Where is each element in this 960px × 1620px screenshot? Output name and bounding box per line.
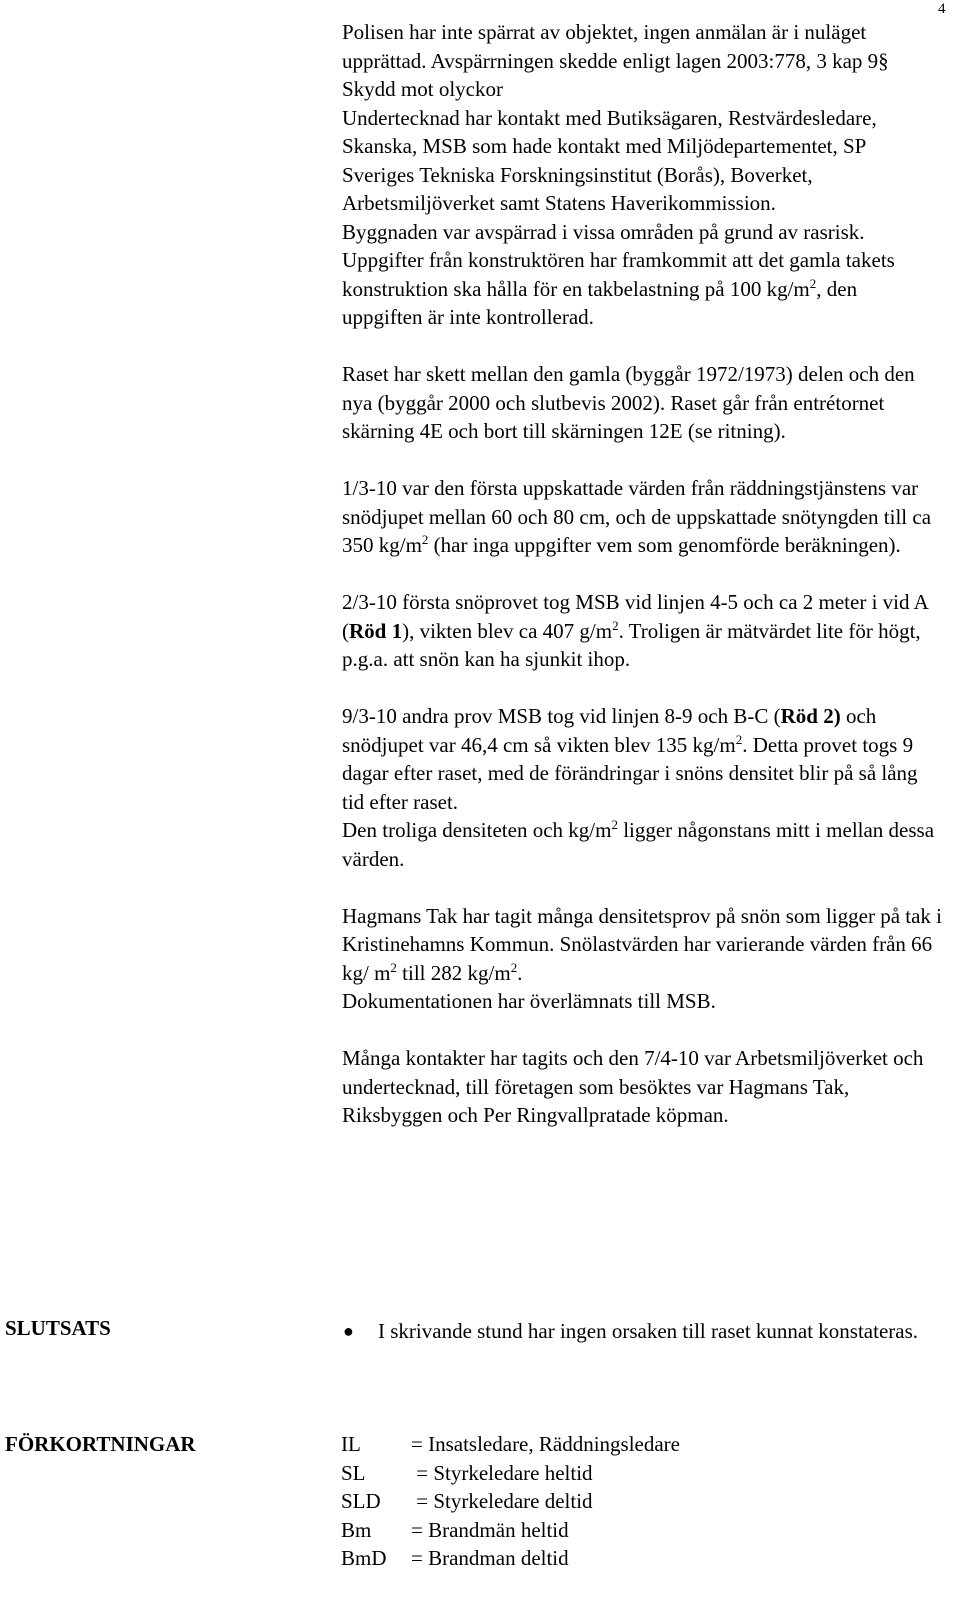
text-run: Hagmans Tak har tagit många densitetsprov på snön som ligger på tak i Kristinehamns Kommun. Snölastvärden har varierande värden från 66 kg/ m (342, 903, 943, 985)
paragraph-first-sample (342, 588, 942, 674)
superscript: 2 (390, 959, 397, 975)
text-run: ligger någonstans mitt i mellan dessa värden. (342, 818, 935, 871)
table-row (341, 1544, 680, 1573)
table-row (341, 1459, 680, 1488)
paragraph-hagmans (342, 902, 942, 988)
table-row (341, 1487, 680, 1516)
text-run: , den uppgiften är inte kontrollerad. (342, 276, 858, 329)
text-run: 1/3-10 var den första uppskattade värden från räddningstjänstens var snödjupet mellan 60 och 80 cm, och de uppskattade snötyngden till ca 350 kg/m (342, 476, 932, 557)
abbrev-code: SL (341, 1460, 366, 1485)
text-run: 9/3-10 andra prov MSB tog vid linjen 8-9 och B-C ( (342, 704, 781, 728)
abbrev-meaning: = Styrkeledare heltid (411, 1460, 593, 1485)
abbreviations-heading: FÖRKORTNINGAR (5, 1432, 196, 1456)
list-item (343, 1317, 933, 1346)
text-run: ), vikten blev ca 407 g/m (402, 618, 613, 643)
conclusion-text: I skrivande stund har ingen orsaken till raset kunnat konstateras. (378, 1319, 919, 1343)
paragraph-second-sample (342, 702, 942, 816)
abbrev-code: Bm (341, 1517, 372, 1542)
bold-marker: Röd 2) (780, 704, 841, 728)
paragraph-visits: Många kontakter har tagits och den 7/4-10 var Arbetsmiljöverket och undertecknad, till företagen som besöktes var Hagmans Tak, Riksbyggen och Per Ringvallpratade köpman. (342, 1046, 924, 1127)
text-run: 2/3-10 första snöprovet tog MSB vid linjen 4-5 och ca 2 meter i vid A ( (342, 590, 928, 643)
text-run: till 282 kg/m (396, 960, 511, 985)
paragraph-contacts: Undertecknad har kontakt med Butiksägaren, Restvärdesledare, Skanska, MSB som hade kontakt med Miljödepartementet, SP Sveriges Tekniska Forskningsinstitut (Borås), Boverket, Arbetsmiljöverket samt Statens Haverikommission. (342, 105, 877, 215)
paragraph-documentation: Dokumentationen har överlämnats till MSB. (342, 989, 716, 1013)
text-run: . Troligen är mätvärdet lite för högt, p.g.a. att snön kan ha sjunkit ihop. (342, 618, 921, 671)
report-body (342, 18, 942, 1130)
superscript: 2 (611, 817, 618, 832)
paragraph-roof-load (342, 246, 942, 332)
text-run: och snödjupet var 46,4 cm så vikten blev 135 kg/m (342, 704, 877, 757)
paragraph-first-estimate (342, 474, 942, 560)
paragraph-cordon: Byggnaden var avspärrad i vissa områden på grund av rasrisk. (342, 219, 865, 244)
abbrev-meaning: = Insatsledare, Räddningsledare (411, 1432, 681, 1456)
abbreviations-table (341, 1430, 680, 1573)
superscript: 2 (421, 532, 429, 547)
paragraph-collapse-location: Raset har skett mellan den gamla (byggår 1972/1973) delen och den nya (byggår 2000 och slutbevis 2002). Raset går från entrétornet skärning 4E och bort till skärningen 12E (se ritning). (342, 362, 915, 443)
text-run: . Detta provet togs 9 dagar efter raset, med de förändringar i snöns densitet blir på så lång tid efter raset. (342, 732, 918, 814)
superscript: 2 (809, 275, 817, 291)
bullet-icon: ● (343, 1321, 354, 1341)
conclusion-list (343, 1317, 933, 1346)
superscript: 2 (612, 617, 619, 633)
abbrev-code: BmD (341, 1546, 387, 1570)
text-run: Den troliga densiteten och kg/m (342, 818, 612, 842)
abbrev-meaning: = Brandman deltid (411, 1546, 569, 1570)
abbrev-meaning: = Brandmän heltid (411, 1517, 569, 1542)
abbrev-code: SLD (341, 1489, 381, 1513)
page-number: 4 (938, 1, 946, 17)
text-run: (har inga uppgifter vem som genomförde beräkningen). (428, 533, 901, 557)
abbrev-code: IL (341, 1432, 361, 1456)
superscript: 2 (510, 959, 518, 975)
table-row (341, 1430, 680, 1459)
text-run: . (517, 960, 523, 985)
paragraph-police: Polisen har inte spärrat av objektet, ingen anmälan är i nuläget upprättad. Avspärrningen skedde enligt lagen 2003:778, 3 kap 9§ Skydd mot olyckor (342, 20, 889, 101)
superscript: 2 (735, 731, 743, 747)
bold-marker: Röd 1 (349, 618, 403, 643)
table-row (341, 1516, 680, 1545)
paragraph-density (342, 816, 942, 873)
abbrev-meaning: = Styrkeledare deltid (411, 1489, 593, 1513)
text-run: Uppgifter från konstruktören har framkommit att det gamla takets konstruktion ska hålla för en takbelastning på 100 kg/m (342, 248, 895, 301)
conclusion-heading: SLUTSATS (5, 1316, 111, 1340)
